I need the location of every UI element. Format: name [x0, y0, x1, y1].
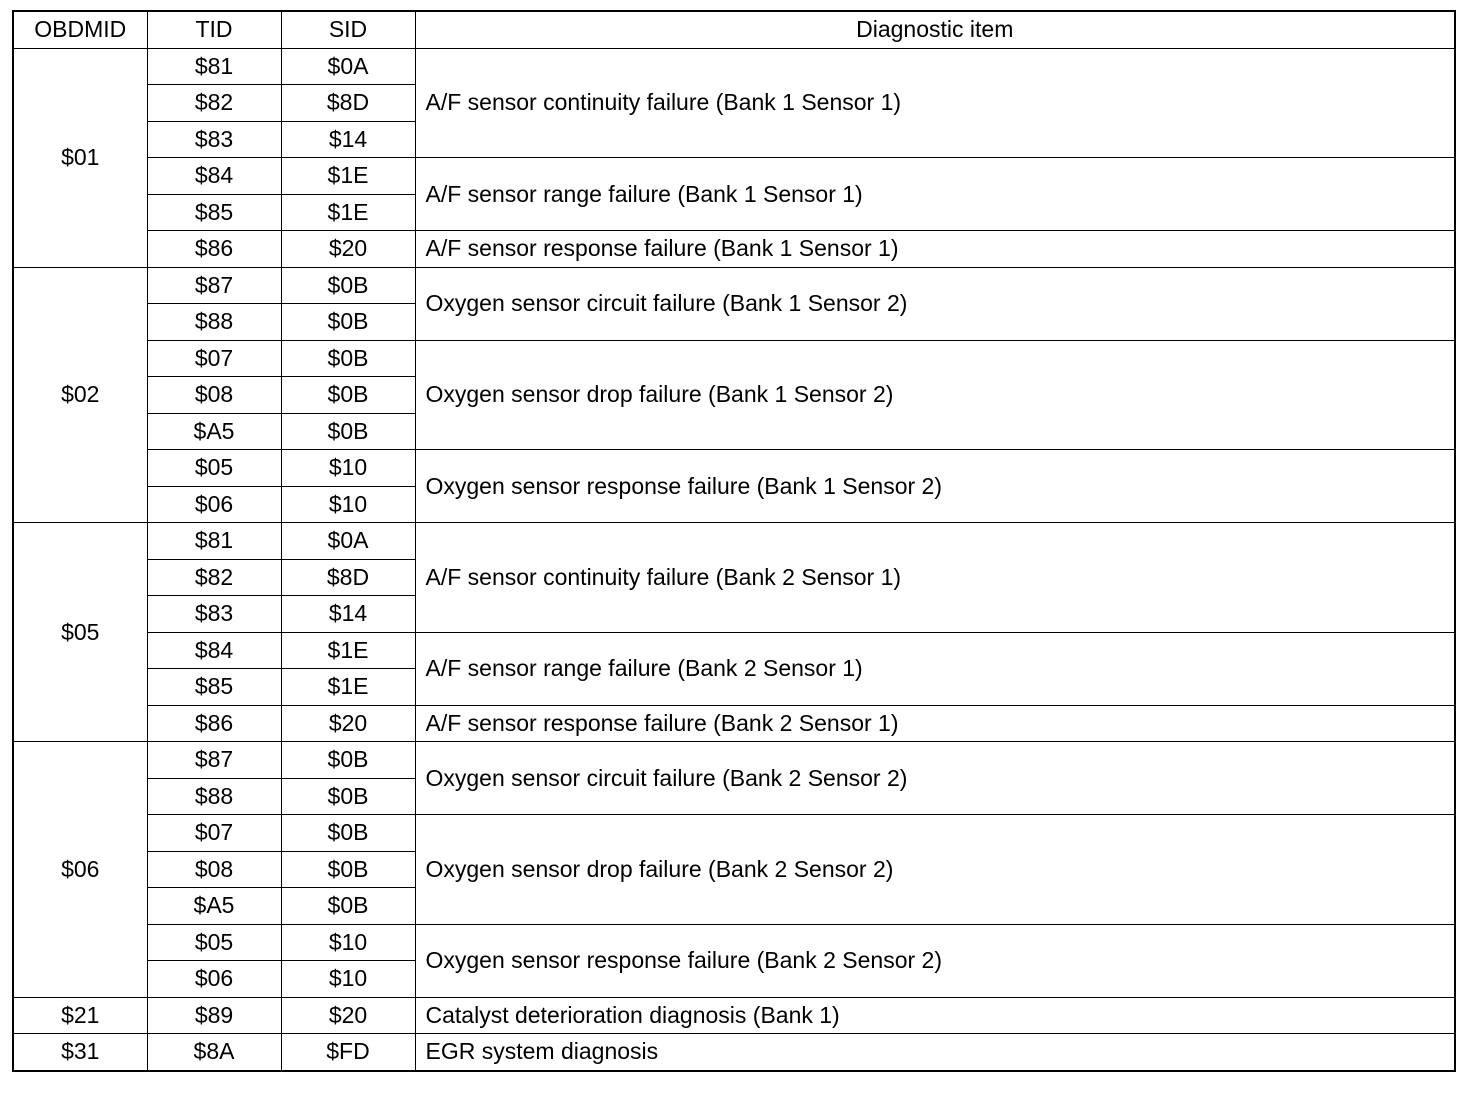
sid-cell: $8D — [281, 85, 415, 122]
sid-cell: $10 — [281, 450, 415, 487]
sid-cell: $20 — [281, 231, 415, 268]
diagnostic-item-cell: A/F sensor continuity failure (Bank 1 Sensor 1) — [415, 48, 1455, 158]
tid-cell: $82 — [147, 559, 281, 596]
diagnostic-item-cell: A/F sensor continuity failure (Bank 2 Sensor 1) — [415, 523, 1455, 633]
tid-cell: $84 — [147, 632, 281, 669]
table-row — [13, 158, 1455, 195]
tid-cell: $86 — [147, 705, 281, 742]
table-row — [13, 48, 1455, 85]
tid-cell: $82 — [147, 85, 281, 122]
tid-cell: $81 — [147, 48, 281, 85]
diagnostic-item-cell: A/F sensor range failure (Bank 2 Sensor 1) — [415, 632, 1455, 705]
table-row — [13, 997, 1455, 1034]
table-row — [13, 705, 1455, 742]
table-row — [13, 267, 1455, 304]
sid-cell: $1E — [281, 669, 415, 706]
tid-cell: $07 — [147, 340, 281, 377]
header-sid: SID — [281, 11, 415, 48]
diagnostic-item-cell: Catalyst deterioration diagnosis (Bank 1) — [415, 997, 1455, 1034]
diagnostic-item-cell: A/F sensor range failure (Bank 1 Sensor 1) — [415, 158, 1455, 231]
diagnostic-item-cell: Oxygen sensor response failure (Bank 2 Sensor 2) — [415, 924, 1455, 997]
diagnostic-item-cell: Oxygen sensor drop failure (Bank 1 Sensor 2) — [415, 340, 1455, 450]
sid-cell: $20 — [281, 997, 415, 1034]
header-tid: TID — [147, 11, 281, 48]
table-row — [13, 523, 1455, 560]
diagnostic-table — [12, 10, 1456, 1072]
sid-cell: $10 — [281, 486, 415, 523]
tid-cell: $81 — [147, 523, 281, 560]
sid-cell: $0B — [281, 851, 415, 888]
sid-cell: $0B — [281, 888, 415, 925]
tid-cell: $88 — [147, 778, 281, 815]
tid-cell: $06 — [147, 486, 281, 523]
tid-cell: $87 — [147, 742, 281, 779]
tid-cell: $84 — [147, 158, 281, 195]
table-row — [13, 1034, 1455, 1071]
table-row — [13, 742, 1455, 779]
obdmid-cell: $21 — [13, 997, 147, 1034]
sid-cell: $1E — [281, 632, 415, 669]
tid-cell: $83 — [147, 121, 281, 158]
obdmid-cell: $31 — [13, 1034, 147, 1071]
diagnostic-item-cell: A/F sensor response failure (Bank 1 Sensor 1) — [415, 231, 1455, 268]
sid-cell: $0B — [281, 815, 415, 852]
sid-cell: $14 — [281, 121, 415, 158]
tid-cell: $89 — [147, 997, 281, 1034]
sid-cell: $10 — [281, 924, 415, 961]
diagnostic-item-cell: A/F sensor response failure (Bank 2 Sensor 1) — [415, 705, 1455, 742]
diagnostic-item-cell: EGR system diagnosis — [415, 1034, 1455, 1071]
table-row — [13, 340, 1455, 377]
tid-cell: $87 — [147, 267, 281, 304]
tid-cell: $06 — [147, 961, 281, 998]
tid-cell: $05 — [147, 924, 281, 961]
sid-cell: $14 — [281, 596, 415, 633]
table-row — [13, 815, 1455, 852]
sid-cell: $0A — [281, 48, 415, 85]
header-row — [13, 11, 1455, 48]
sid-cell: $FD — [281, 1034, 415, 1071]
tid-cell: $85 — [147, 194, 281, 231]
obdmid-cell: $01 — [13, 48, 147, 267]
sid-cell: $10 — [281, 961, 415, 998]
obdmid-cell: $05 — [13, 523, 147, 742]
tid-cell: $8A — [147, 1034, 281, 1071]
tid-cell: $88 — [147, 304, 281, 341]
sid-cell: $0B — [281, 742, 415, 779]
tid-cell: $08 — [147, 851, 281, 888]
diagnostic-item-cell: Oxygen sensor drop failure (Bank 2 Sensor 2) — [415, 815, 1455, 925]
tid-cell: $A5 — [147, 888, 281, 925]
sid-cell: $0B — [281, 304, 415, 341]
tid-cell: $07 — [147, 815, 281, 852]
sid-cell: $0B — [281, 377, 415, 414]
diagnostic-item-cell: Oxygen sensor circuit failure (Bank 1 Sensor 2) — [415, 267, 1455, 340]
table-row — [13, 450, 1455, 487]
sid-cell: $8D — [281, 559, 415, 596]
tid-cell: $85 — [147, 669, 281, 706]
sid-cell: $0B — [281, 267, 415, 304]
diagnostic-item-cell: Oxygen sensor response failure (Bank 1 Sensor 2) — [415, 450, 1455, 523]
sid-cell: $0B — [281, 778, 415, 815]
obdmid-cell: $02 — [13, 267, 147, 523]
sid-cell: $0B — [281, 413, 415, 450]
sid-cell: $20 — [281, 705, 415, 742]
diagnostic-item-cell: Oxygen sensor circuit failure (Bank 2 Sensor 2) — [415, 742, 1455, 815]
table-row — [13, 632, 1455, 669]
tid-cell: $86 — [147, 231, 281, 268]
table-row — [13, 924, 1455, 961]
sid-cell: $1E — [281, 194, 415, 231]
tid-cell: $05 — [147, 450, 281, 487]
sid-cell: $0B — [281, 340, 415, 377]
sid-cell: $0A — [281, 523, 415, 560]
tid-cell: $A5 — [147, 413, 281, 450]
header-obdmid: OBDMID — [13, 11, 147, 48]
header-diagnostic-item: Diagnostic item — [415, 11, 1455, 48]
tid-cell: $08 — [147, 377, 281, 414]
tid-cell: $83 — [147, 596, 281, 633]
obdmid-cell: $06 — [13, 742, 147, 998]
table-row — [13, 231, 1455, 268]
sid-cell: $1E — [281, 158, 415, 195]
table-body — [13, 48, 1455, 1071]
